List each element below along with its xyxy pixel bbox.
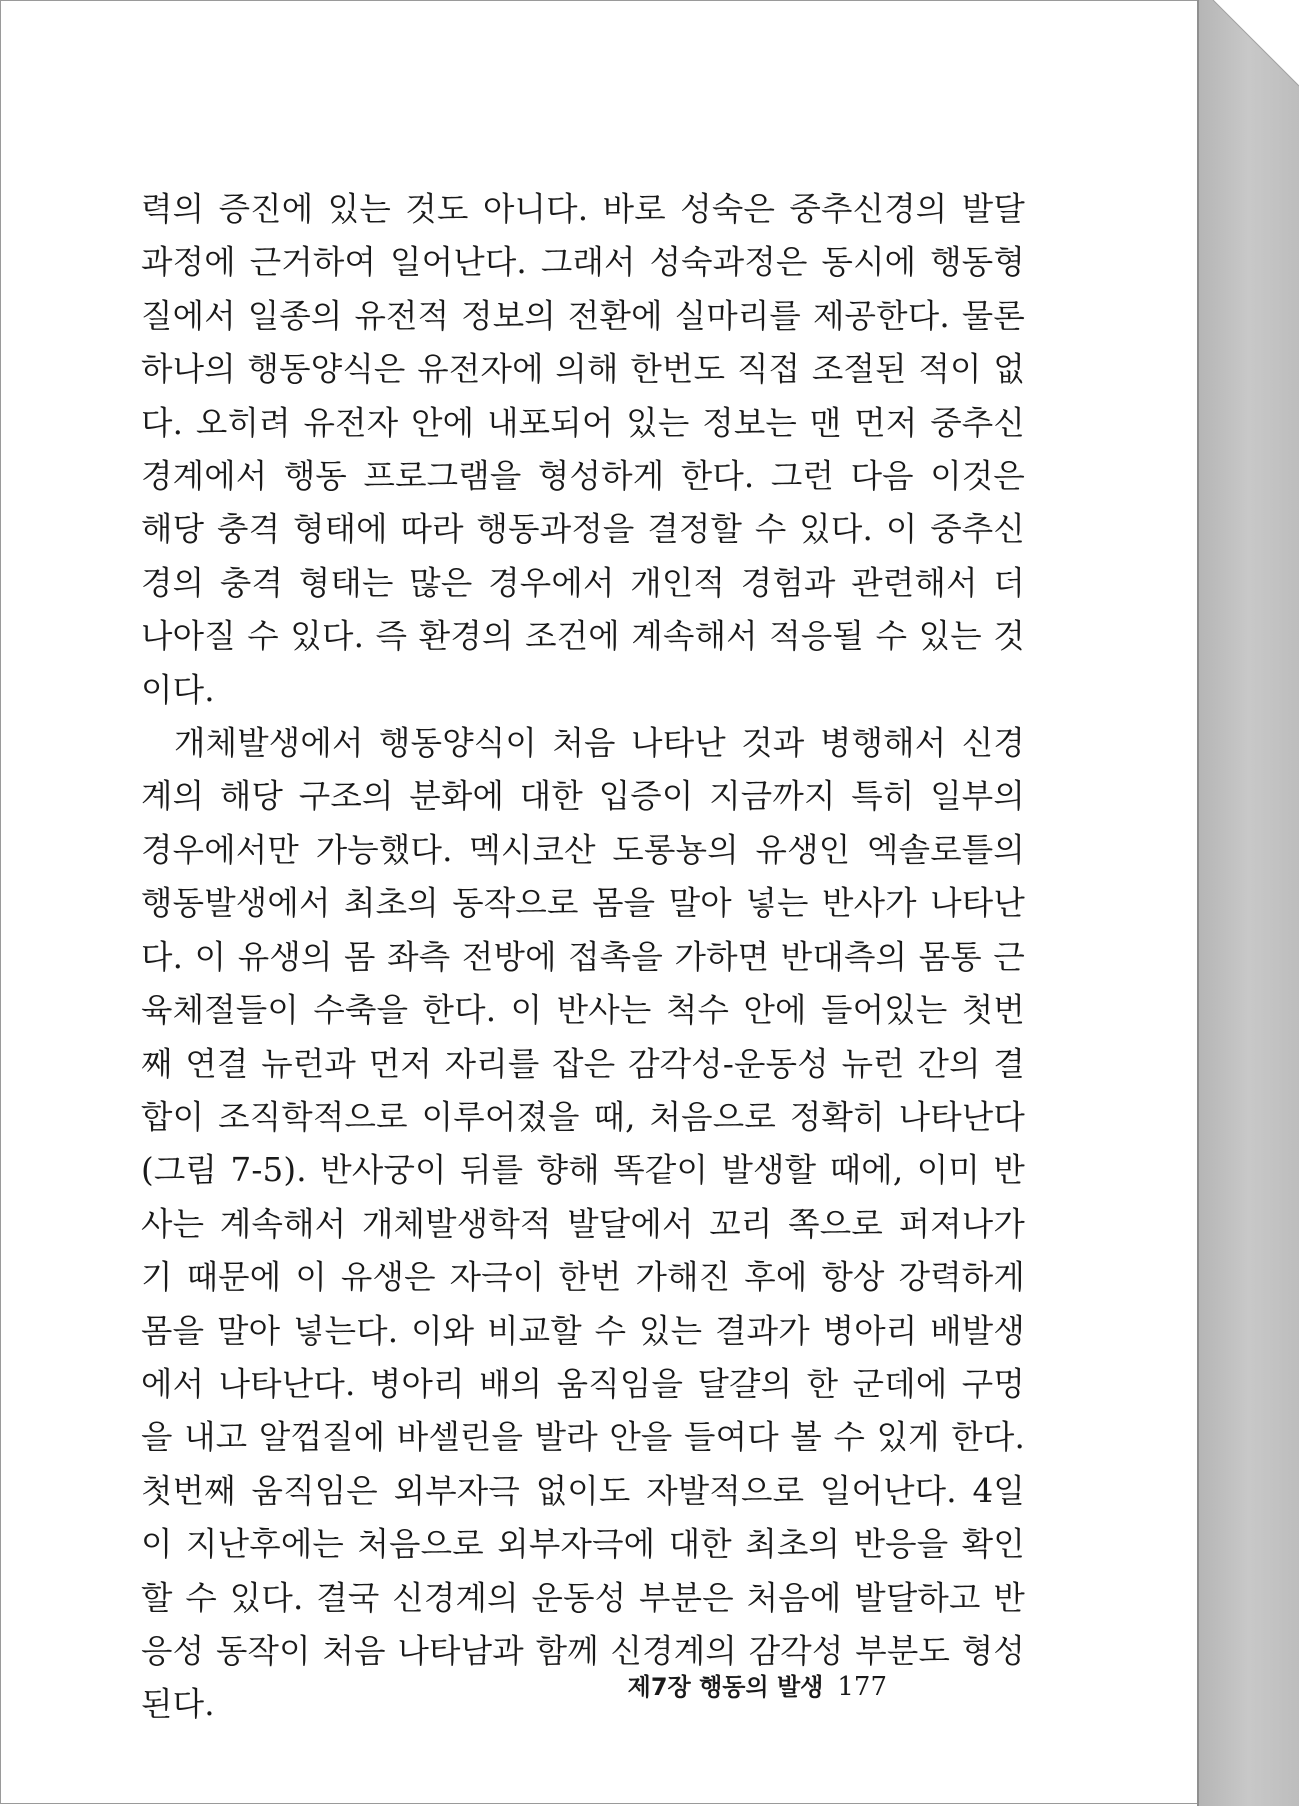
body-text [141,183,1025,1732]
running-header-chapter: 제7장 행동의 발생 [627,1673,824,1701]
paragraph-2: 개체발생에서 행동양식이 처음 나타난 것과 병행해서 신경계의 해당 구조의 분화에 대한 입증이 지금까지 특히 일부의 경우에서만 가능했다. 멕시코산 도롱뇽의 유생인 엑솔로틀의 행동발생에서 최초의 동작으로 몸을 말아 넣는 반사가 나타난다. 이 유생의 몸 좌측 전방에 접촉을 가하면 반대측의 몸통 근육체절들이 수축을 한다. 이 반사는 척수 안에 들어있는 첫번째 연결 뉴런과 먼저 자리를 잡은 감각성-운동성 뉴런 간의 결합이 조직학적으로 이루어졌을 때, 처음으로 정확히 나타난다(그림 7-5). 반사궁이 뒤를 향해 똑같이 발생할 때에, 이미 반사는 계속해서 개체발생학적 발달에서 꼬리 쪽으로 퍼져나가기 때문에 이 유생은 자극이 한번 가해진 후에 항상 강력하게 몸을 말아 넣는다. 이와 비교할 수 있는 결과가 병아리 배발생에서 나타난다. 병아리 배의 움직임을 달걀의 한 군데에 구멍을 내고 알껍질에 바셀린을 발라 안을 들여다 볼 수 있게 한다. 첫번째 움직임은 외부자극 없이도 자발적으로 일어난다. 4일이 지난후에는 처음으로 외부자극에 대한 최초의 반응을 확인할 수 있다. 결국 신경계의 운동성 부분은 처음에 발달하고 반응성 동작이 처음 나타남과 함께 신경계의 감각성 부분도 형성된다. [141,724,1025,1724]
paragraph-1: 력의 증진에 있는 것도 아니다. 바로 성숙은 중추신경의 발달과정에 근거하여 일어난다. 그래서 성숙과정은 동시에 행동형질에서 일종의 유전적 정보의 전환에 실마리를 제공한다. 물론 하나의 행동양식은 유전자에 의해 한번도 직접 조절된 적이 없다. 오히려 유전자 안에 내포되어 있는 정보는 맨 먼저 중추신경계에서 행동 프로그램을 형성하게 한다. 그런 다음 이것은 해당 충격 형태에 따라 행동과정을 결정할 수 있다. 이 중추신경의 충격 형태는 많은 경우에서 개인적 경험과 관련해서 더 나아질 수 있다. 즉 환경의 조건에 계속해서 적응될 수 있는 것이다. [141,190,1025,709]
page-footer [628,1667,887,1702]
page-number: 177 [837,1672,887,1702]
